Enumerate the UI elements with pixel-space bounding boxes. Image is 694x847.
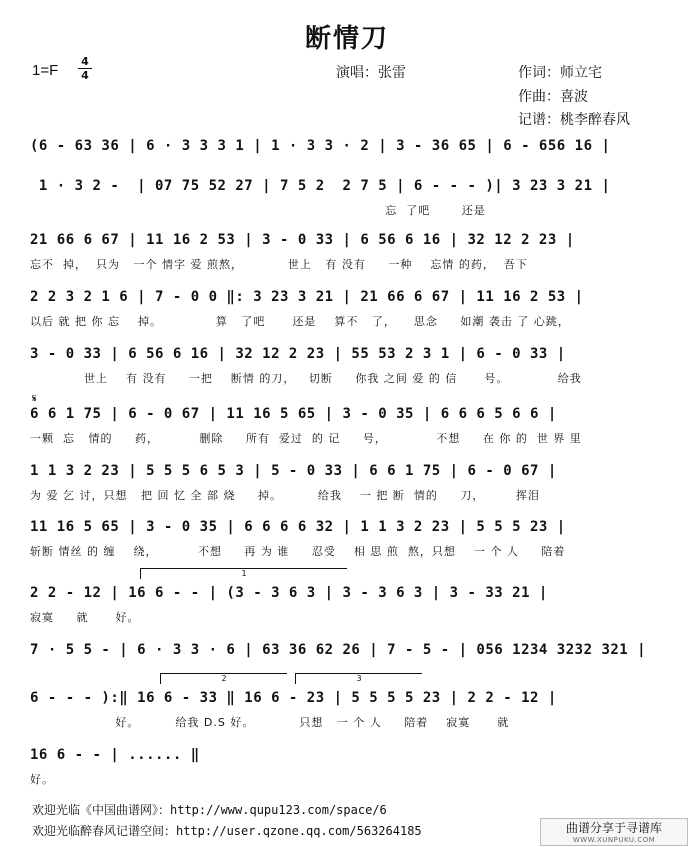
composer-credit: 作曲：喜波 — [518, 89, 588, 105]
score-system-11 — [30, 690, 662, 734]
volta-bracket-1: 1 — [140, 568, 347, 579]
footer-qzone-line: 欢迎光临醉春风记谱空间：http://user.qzone.qq.com/563264185 — [32, 824, 422, 838]
notation-line: 2 2 3 2 1 6 | 7 - 0 0 ‖: 3 23 3 21 | 21 66 6 67 | 11 16 2 53 | — [30, 289, 584, 305]
lyric-line: 为 爱 乞 讨，只想 把 回 忆 全 部 烧 掉。 给我 一 把 断 情的 刀， 挥泪 — [30, 489, 540, 502]
notation-line: 7 · 5 5 - | 6 · 3 3 · 6 | 63 36 62 26 | 7 - 5 - | 056 1234 3232 321 | — [30, 642, 647, 658]
transcriber-credit: 记谱：桃李醉春风 — [518, 112, 630, 128]
lyric-line: 一颗 忘 情的 药， 删除 所有 爱过 的 记 号， 不想 在 你 的 世 界 里 — [30, 432, 582, 445]
lyricist-credit: 作词：师立宅 — [518, 65, 602, 81]
score-system-8 — [30, 519, 662, 563]
watermark-url: WWW.XUNPUKU.COM — [572, 836, 656, 844]
score-system-7 — [30, 463, 662, 507]
score-system-6 — [30, 406, 662, 450]
notation-line: 3 - 0 33 | 6 56 6 16 | 32 12 2 23 | 55 53 2 3 1 | 6 - 0 33 | — [30, 346, 566, 362]
score-system-3 — [30, 232, 662, 276]
time-signature-top: 4 — [81, 55, 89, 68]
lyric-line: 忘不 掉， 只为 一个 情字 爱 煎熬， 世上 有 没有 一种 忘情 的药， 吾下 — [30, 258, 528, 271]
notation-line: 6 6 1 75 | 6 - 0 67 | 11 16 5 65 | 3 - 0 35 | 6 6 6 5 6 6 | — [30, 406, 557, 422]
score-system-2 — [30, 178, 662, 222]
notation-line: (6 - 63 36 | 6 · 3 3 3 1 | 1 · 3 3 · 2 | 3 - 36 65 | 6 - 656 16 | — [30, 138, 611, 154]
watermark-text: 曲谱分享于寻谱库 — [565, 821, 662, 835]
singer-credit: 演唱：张雷 — [336, 65, 406, 81]
watermark-logo — [540, 818, 688, 846]
lyric-line: 寂寞 就 好。 — [30, 611, 140, 624]
notation-line: 2 2 - 12 | 16 6 - - | (3 - 3 6 3 | 3 - 3 6 3 | 3 - 33 21 | — [30, 585, 548, 601]
notation-line: 21 66 6 67 | 11 16 2 53 | 3 - 0 33 | 6 56 6 16 | 32 12 2 23 | — [30, 232, 575, 248]
lyric-line: 好。 — [30, 773, 54, 786]
key-signature: 1=F — [32, 62, 59, 79]
footer-website-line: 欢迎光临《中国曲谱网》：http://www.qupu123.com/space/6 — [32, 803, 387, 817]
volta-bracket-2: 2 — [160, 673, 287, 684]
score-system-1 — [30, 138, 662, 182]
score-system-5 — [30, 346, 662, 390]
notation-line: 1 1 3 2 23 | 5 5 5 6 5 3 | 5 - 0 33 | 6 6 1 75 | 6 - 0 67 | — [30, 463, 557, 479]
notation-line: 1 · 3 2 - | 07 75 52 27 | 7 5 2 2 7 5 | 6 - - - )| 3 23 3 21 | — [30, 178, 611, 194]
lyric-line: 斩断 情丝 的 缠 绕， 不想 再 为 谁 忍受 相 思 煎 熬，只想 一 个 人 陪着 — [30, 545, 566, 558]
lyric-line: 忘 了吧 还是 — [30, 204, 486, 217]
notation-line: 16 6 - - | ...... ‖ — [30, 747, 200, 763]
lyric-line: 以后 就 把 你 忘 掉。 算 了吧 还是 算不 了， 思念 如潮 袭击 了 心跳， — [30, 315, 570, 328]
score-system-12 — [30, 747, 662, 791]
lyric-line: 世上 有 没有 一把 断情 的刀， 切断 你我 之间 爱 的 信 号。 给我 — [30, 372, 582, 385]
notation-line: 11 16 5 65 | 3 - 0 35 | 6 6 6 6 32 | 1 1 3 2 23 | 5 5 5 23 | — [30, 519, 566, 535]
segno-sign: 𝄋 — [32, 392, 37, 405]
time-signature-bottom: 4 — [81, 69, 89, 82]
song-title: 断情刀 — [304, 24, 389, 54]
score-system-4 — [30, 289, 662, 333]
lyric-line: 好。 给我 D.S 好。 只想 一 个 人 陪着 寂寞 就 — [30, 716, 510, 729]
time-signature — [78, 56, 92, 81]
score-system-9 — [30, 585, 662, 629]
notation-line: 6 - - - ):‖ 16 6 - 33 ‖ 16 6 - 23 | 5 5 5 5 23 | 2 2 - 12 | — [30, 690, 557, 706]
volta-bracket-3: 3 — [295, 673, 422, 684]
